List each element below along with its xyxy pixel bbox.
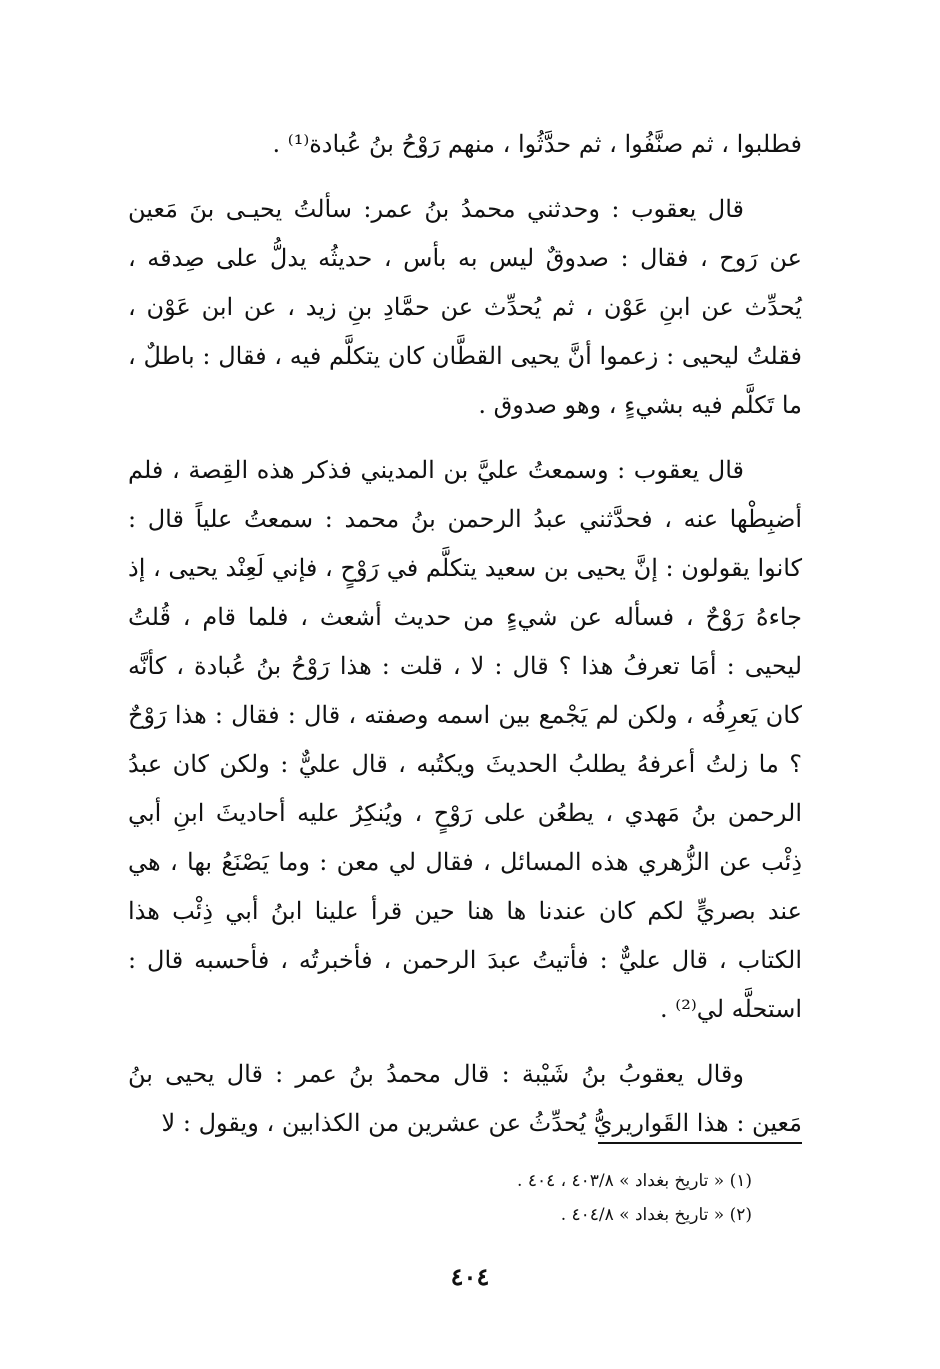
paragraph-2: قال يعقوب : وحدثني محمدُ بنُ عمر: سألتُ يحيـى بنَ مَعين عن رَوح ، فقال : صدوقٌ ليس به بأس ، حديثُه يدلُّ على صِدقه ، يُحدِّث عن ابنِ عَوْن ، ثم يُحدِّث عن حمَّادِ بنِ زيد ، عن ابن عَوْن ، فقلتُ ليحيى : زعموا أنَّ يحيى القطَّان كان يتكلَّم فيه ، فقال : باطلٌ ، ما تَكلَّم فيه بشيءٍ ، وهو صدوق . (128, 195, 802, 419)
footnote-2: (٢) « تاريخ بغداد » ٤٠٤/٨ . (560, 1205, 752, 1225)
paragraph-4: وقال يعقوبُ بنُ شَيْبة : قال محمدُ بنُ عمر : قال يحيى بنُ مَعين : هذا القَواريريُّ يُحدِّثُ عن عشرين من الكذابين ، ويقول : لا (128, 1060, 802, 1137)
page-number: ٤٠٤ (450, 1262, 490, 1291)
footnote-separator (598, 1142, 802, 1144)
footnote-1: (١) « تاريخ بغداد » ٤٠٣/٨ ، ٤٠٤ . (517, 1171, 752, 1191)
main-text (128, 120, 802, 1164)
footnotes (517, 1164, 752, 1232)
paragraph-3: قال يعقوب : وسمعتُ عليَّ بن المديني فذكر هذه القِصة ، فلم أضبِطْها عنه ، فحدَّثني عبدُ الرحمن بنُ محمد : سمعتُ علياً قال : كانوا يقولون : إنَّ يحيى بن سعيد يتكلَّم في رَوْحٍ ، فإني لَعِنْد يحيى ، إذ جاءهُ رَوْحٌ ، فسأله عن شيءٍ من حديث أشعث ، فلما قام ، قُلتُ ليحيى : أمَا تعرفُ هذا ؟ قال : لا ، قلت : هذا رَوْحُ بنُ عُبادة ، كأنَّه كان يَعرِفُه ، ولكن لم يَجْمع بين اسمه وصفته ، قال : فقال : هذا رَوْحٌ ؟ ما زلتُ أعرفهُ يطلبُ الحديثَ ويكتُبه ، قال عليٌّ : ولكن كان عبدُ الرحمن بنُ مَهدي ، يطعُن على رَوْحٍ ، ويُنكِرُ عليه أحاديثَ ابنِ أبي ذِئْب عن الزُّهري هذه المسائل ، فقال لي معن : وما يَصْنَعُ بها ، هي عند بصريٍّ لكم كان عندنا ها هنا حين قرأ علينا ابنُ أبي ذِئْب هذا الكتاب ، قال عليٌّ : فأتيتُ عبدَ الرحمن ، فأخبرتُه ، فأحسبه قال : استحلَّه لي⁽²⁾ . (128, 456, 803, 1023)
paragraph-1: فطلبوا ، ثم صنَّفُوا ، ثم حدَّثُوا ، منهم رَوْحُ بنُ عُبادة⁽¹⁾ . (272, 130, 802, 158)
